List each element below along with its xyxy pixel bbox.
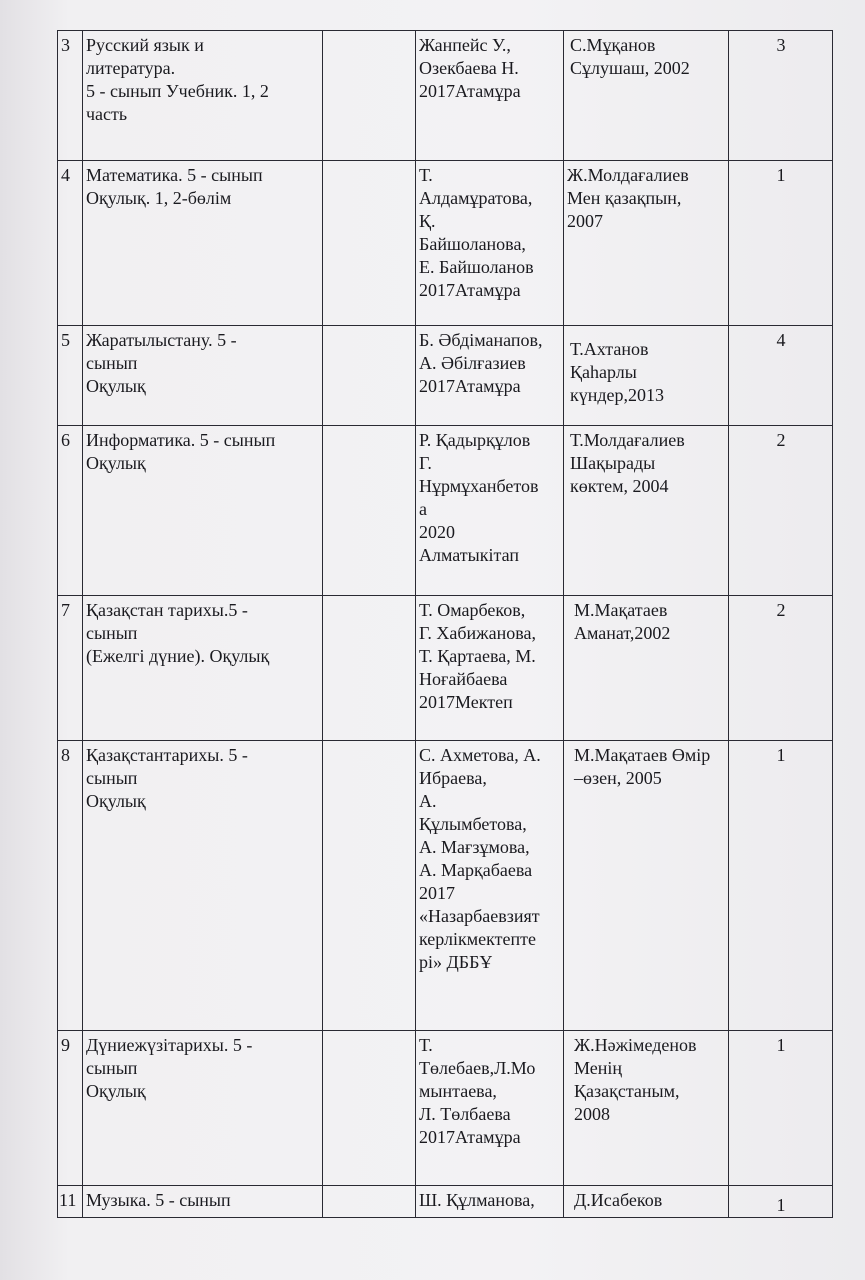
blank-cell — [323, 1186, 416, 1218]
row-number: 9 — [58, 1031, 83, 1186]
row-number: 5 — [58, 326, 83, 426]
table-row — [58, 326, 833, 426]
subject-line: Оқулық — [86, 1081, 146, 1101]
reading-line: С.Мұқанов — [570, 35, 656, 55]
subject-cell — [83, 1031, 323, 1186]
author-line: Е. Байшоланов — [419, 257, 534, 277]
reading-line: Қаһарлы — [570, 362, 637, 382]
reading-line: күндер,2013 — [570, 385, 665, 405]
author-line: 2017Атамұра — [419, 280, 521, 300]
authors-cell — [416, 31, 564, 161]
subject-cell — [83, 31, 323, 161]
reading-line: Т.Молдағалиев — [570, 430, 685, 450]
author-line: Б. Әбдіманапов, — [419, 330, 543, 350]
subject-cell — [83, 741, 323, 1031]
count-cell: 3 — [729, 31, 833, 161]
author-line: Г. Хабижанова, — [419, 623, 536, 643]
reading-line: 2008 — [574, 1104, 610, 1124]
author-line: а — [419, 499, 427, 519]
blank-cell — [323, 161, 416, 326]
author-line: 2017Мектеп — [419, 692, 513, 712]
table-row — [58, 596, 833, 741]
author-line: Жанпейс У., — [419, 35, 511, 55]
author-line: Л. Төлбаева — [419, 1104, 511, 1124]
count-cell: 4 — [729, 326, 833, 426]
reading-line: Ж.Молдағалиев — [567, 165, 689, 185]
subject-line: Русский язык и — [86, 35, 204, 55]
row-number: 6 — [58, 426, 83, 596]
author-line: «Назарбаевзият — [419, 906, 540, 926]
subject-line: Математика. 5 - сынып — [86, 165, 263, 185]
subject-cell — [83, 161, 323, 326]
subject-line: Оқулық. 1, 2-бөлім — [86, 188, 232, 208]
count-cell: 2 — [729, 596, 833, 741]
author-line: Қ. — [419, 211, 436, 231]
reading-cell — [564, 741, 729, 1031]
table-row — [58, 426, 833, 596]
reading-cell — [564, 326, 729, 426]
reading-line: –өзен, 2005 — [574, 768, 662, 788]
authors-cell — [416, 161, 564, 326]
author-line: А. Марқабаева — [419, 860, 533, 880]
subject-line: сынып — [86, 1058, 138, 1078]
count-cell: 1 — [729, 741, 833, 1031]
reading-cell — [564, 596, 729, 741]
reading-line: Менің — [574, 1058, 623, 1078]
table-row — [58, 1031, 833, 1186]
subject-cell — [83, 1186, 323, 1218]
subject-line: Жаратылыстану. 5 - — [86, 330, 237, 350]
author-line: 2020 — [419, 522, 455, 542]
subject-line: Оқулық — [86, 791, 146, 811]
row-number: 7 — [58, 596, 83, 741]
author-line: Р. Қадырқұлов — [419, 430, 531, 450]
author-line: С. Ахметова, А. — [419, 745, 541, 765]
authors-cell — [416, 741, 564, 1031]
authors-cell — [416, 326, 564, 426]
blank-cell — [323, 31, 416, 161]
author-line: Т. — [419, 1035, 433, 1055]
reading-line: М.Мақатаев — [574, 600, 668, 620]
table-row — [58, 161, 833, 326]
author-line: рі» ДББҰ — [419, 952, 493, 972]
subject-line: Музыка. 5 - сынып — [86, 1190, 231, 1210]
author-line: А. Мағзұмова, — [419, 837, 530, 857]
subject-line: Информатика. 5 - сынып — [86, 430, 276, 450]
author-line: 2017Атамұра — [419, 1127, 521, 1147]
author-line: Төлебаев,Л.Мо — [419, 1058, 536, 1078]
subject-line: Дүниежүзітарихы. 5 - — [86, 1035, 253, 1055]
author-line: 2017Атамұра — [419, 81, 521, 101]
subject-cell — [83, 596, 323, 741]
author-line: Т. — [419, 165, 433, 185]
subject-line: Қазақстан тарихы.5 - — [86, 600, 248, 620]
reading-line: 2007 — [567, 211, 603, 231]
author-line: Т. Омарбеков, — [419, 600, 526, 620]
author-line: Байшоланова, — [419, 234, 526, 254]
author-line: Алматыкітап — [419, 545, 519, 565]
row-number: 11 — [58, 1186, 83, 1218]
author-line: Г. — [419, 453, 432, 473]
authors-cell — [416, 1031, 564, 1186]
author-line: мынтаева, — [419, 1081, 497, 1101]
reading-cell — [564, 1186, 729, 1218]
subject-line: часть — [86, 104, 128, 124]
author-line: Озекбаева Н. — [419, 58, 519, 78]
subject-line: 5 - сынып Учебник. 1, 2 — [86, 81, 269, 101]
subject-line: литература. — [86, 58, 176, 78]
count-cell: 1 — [729, 1031, 833, 1186]
authors-cell — [416, 426, 564, 596]
subject-line: Оқулық — [86, 453, 146, 473]
reading-line: М.Мақатаев Өмір — [574, 745, 711, 765]
author-line: Т. Қартаева, М. — [419, 646, 536, 666]
table-row — [58, 1186, 833, 1218]
row-number: 3 — [58, 31, 83, 161]
blank-cell — [323, 326, 416, 426]
author-line: 2017Атамұра — [419, 376, 521, 396]
author-line: А. Әбілғазиев — [419, 353, 526, 373]
author-line: Алдамұратова, — [419, 188, 533, 208]
reading-line: көктем, 2004 — [570, 476, 669, 496]
author-line: А. — [419, 791, 437, 811]
row-number: 8 — [58, 741, 83, 1031]
subject-line: Қазақстантарихы. 5 - — [86, 745, 248, 765]
author-line: 2017 — [419, 883, 455, 903]
table-row — [58, 31, 833, 161]
reading-line: Ж.Нәжімеденов — [574, 1035, 697, 1055]
reading-cell — [564, 1031, 729, 1186]
reading-line: Т.Ахтанов — [570, 339, 649, 359]
reading-cell — [564, 161, 729, 326]
table-body — [58, 31, 833, 1218]
reading-line: Шақырады — [570, 453, 656, 473]
author-line: Нұрмұханбетов — [419, 476, 539, 496]
reading-cell — [564, 426, 729, 596]
reading-line: Мен қазақпын, — [567, 188, 682, 208]
subject-line: сынып — [86, 623, 138, 643]
authors-cell — [416, 1186, 564, 1218]
reading-line: Аманат,2002 — [574, 623, 671, 643]
subject-line: (Ежелгі дүние). Оқулық — [86, 646, 270, 666]
author-line: Ибраева, — [419, 768, 487, 788]
reading-line: Д.Исабеков — [574, 1190, 663, 1210]
count-cell: 2 — [729, 426, 833, 596]
subject-cell — [83, 426, 323, 596]
reading-cell — [564, 31, 729, 161]
row-number: 4 — [58, 161, 83, 326]
author-line: Ноғайбаева — [419, 669, 508, 689]
subject-line: сынып — [86, 768, 138, 788]
table-row — [58, 741, 833, 1031]
blank-cell — [323, 426, 416, 596]
subject-line: сынып — [86, 353, 138, 373]
textbook-table — [57, 30, 833, 1218]
blank-cell — [323, 596, 416, 741]
reading-line: Қазақстаным, — [574, 1081, 680, 1101]
count-cell: 1 — [729, 161, 833, 326]
subject-line: Оқулық — [86, 376, 146, 396]
author-line: Құлымбетова, — [419, 814, 527, 834]
blank-cell — [323, 741, 416, 1031]
blank-cell — [323, 1031, 416, 1186]
subject-cell — [83, 326, 323, 426]
author-line: Ш. Құлманова, — [419, 1190, 535, 1210]
reading-line: Сұлушаш, 2002 — [570, 58, 690, 78]
authors-cell — [416, 596, 564, 741]
author-line: керлікмектепте — [419, 929, 537, 949]
count-cell: 1 — [729, 1186, 833, 1218]
